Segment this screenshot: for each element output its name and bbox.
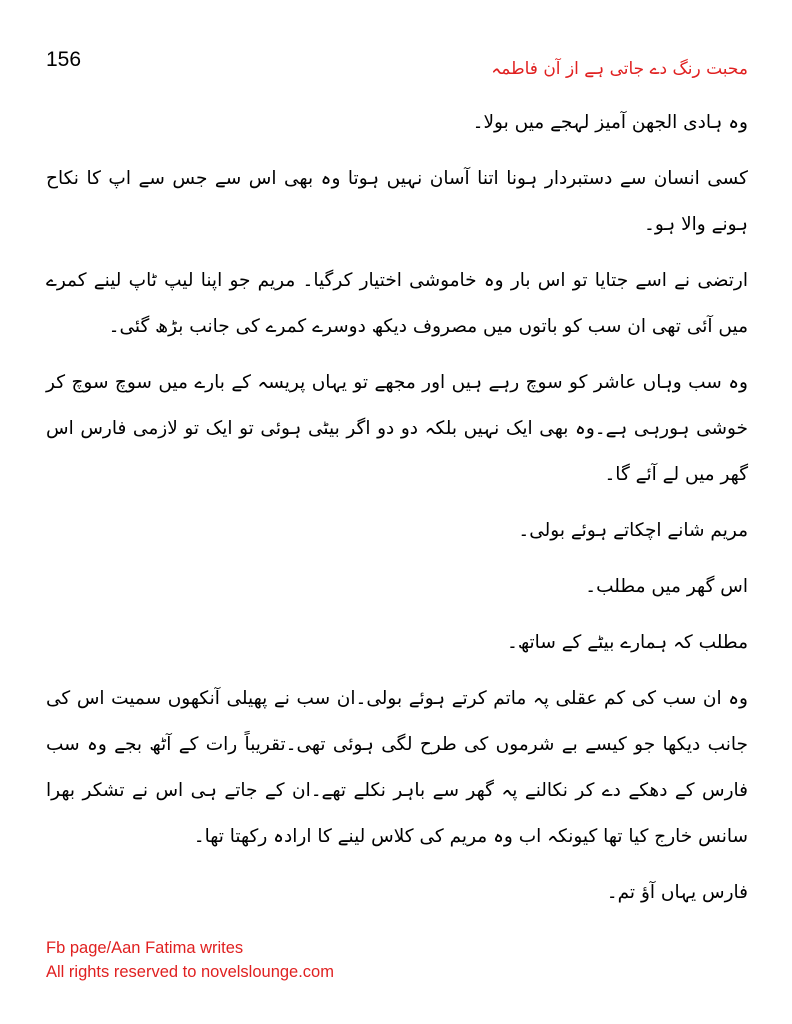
header-title: محبت رنگ دے جاتی ہے از آن فاطمہ: [491, 59, 748, 79]
footer-credits: [46, 936, 334, 984]
paragraph: فارس یہاں آؤ تم۔: [606, 882, 748, 903]
footer-line-rights: All rights reserved to novelslounge.com: [46, 963, 334, 981]
paragraph: مریم شانے اچکاتے ہوئے بولی۔: [518, 520, 748, 541]
paragraph: کسی انسان سے دستبردار ہونا اتنا آسان نہیں ہوتا وہ بھی اس سے جس سے اپ کا نکاح ہونے والا ہو۔: [46, 168, 748, 235]
story-body: [46, 100, 748, 916]
paragraph: ارتضی نے اسے جتایا تو اس بار وہ خاموشی اختیار کرگیا۔ مریم جو اپنا لیپ ٹاپ لینے کمرے میں آئی تھی ان سب کو باتوں میں مصروف دیکھ دوسرے کمرے کی جانب بڑھ گئی۔: [46, 270, 748, 337]
paragraph: وہ ان سب کی کم عقلی پہ ماتم کرتے ہوئے بولی۔ان سب نے پھیلی آنکھوں سمیت اس کی جانب دیکھا جو کیسے بے شرموں کی طرح لگی ہوئی تھی۔تقریباً رات کے آٹھ بجے وہ سب فارس کے دھکے دے کر نکالنے پہ گھر سے باہر نکلے تھے۔ان کے جاتے ہی اس نے تشکر بھرا سانس خارج کیا تھا کیونکہ اب وہ مریم کی کلاس لینے کا ارادہ رکھتا تھا۔: [46, 688, 748, 847]
footer-line-fb-page: Fb page/Aan Fatima writes: [46, 939, 244, 957]
paragraph: مطلب کہ ہمارے بیٹے کے ساتھ۔: [507, 632, 748, 653]
paragraph: اس گھر میں مطلب۔: [585, 576, 748, 597]
page-number: 156: [46, 48, 82, 71]
paragraph: وہ سب وہاں عاشر کو سوچ رہے ہیں اور مجھے تو یہاں پریسہ کے بارے میں سوچ سوچ کر خوشی ہورہی ہے۔وہ بھی ایک نہیں بلکہ دو دو اگر بیٹی ہوئی تو ایک تو لازمی فارس اس گھر میں لے آئے گا۔: [46, 372, 748, 485]
paragraph: وہ ہادی الجھن آمیز لہجے میں بولا۔: [472, 112, 748, 133]
